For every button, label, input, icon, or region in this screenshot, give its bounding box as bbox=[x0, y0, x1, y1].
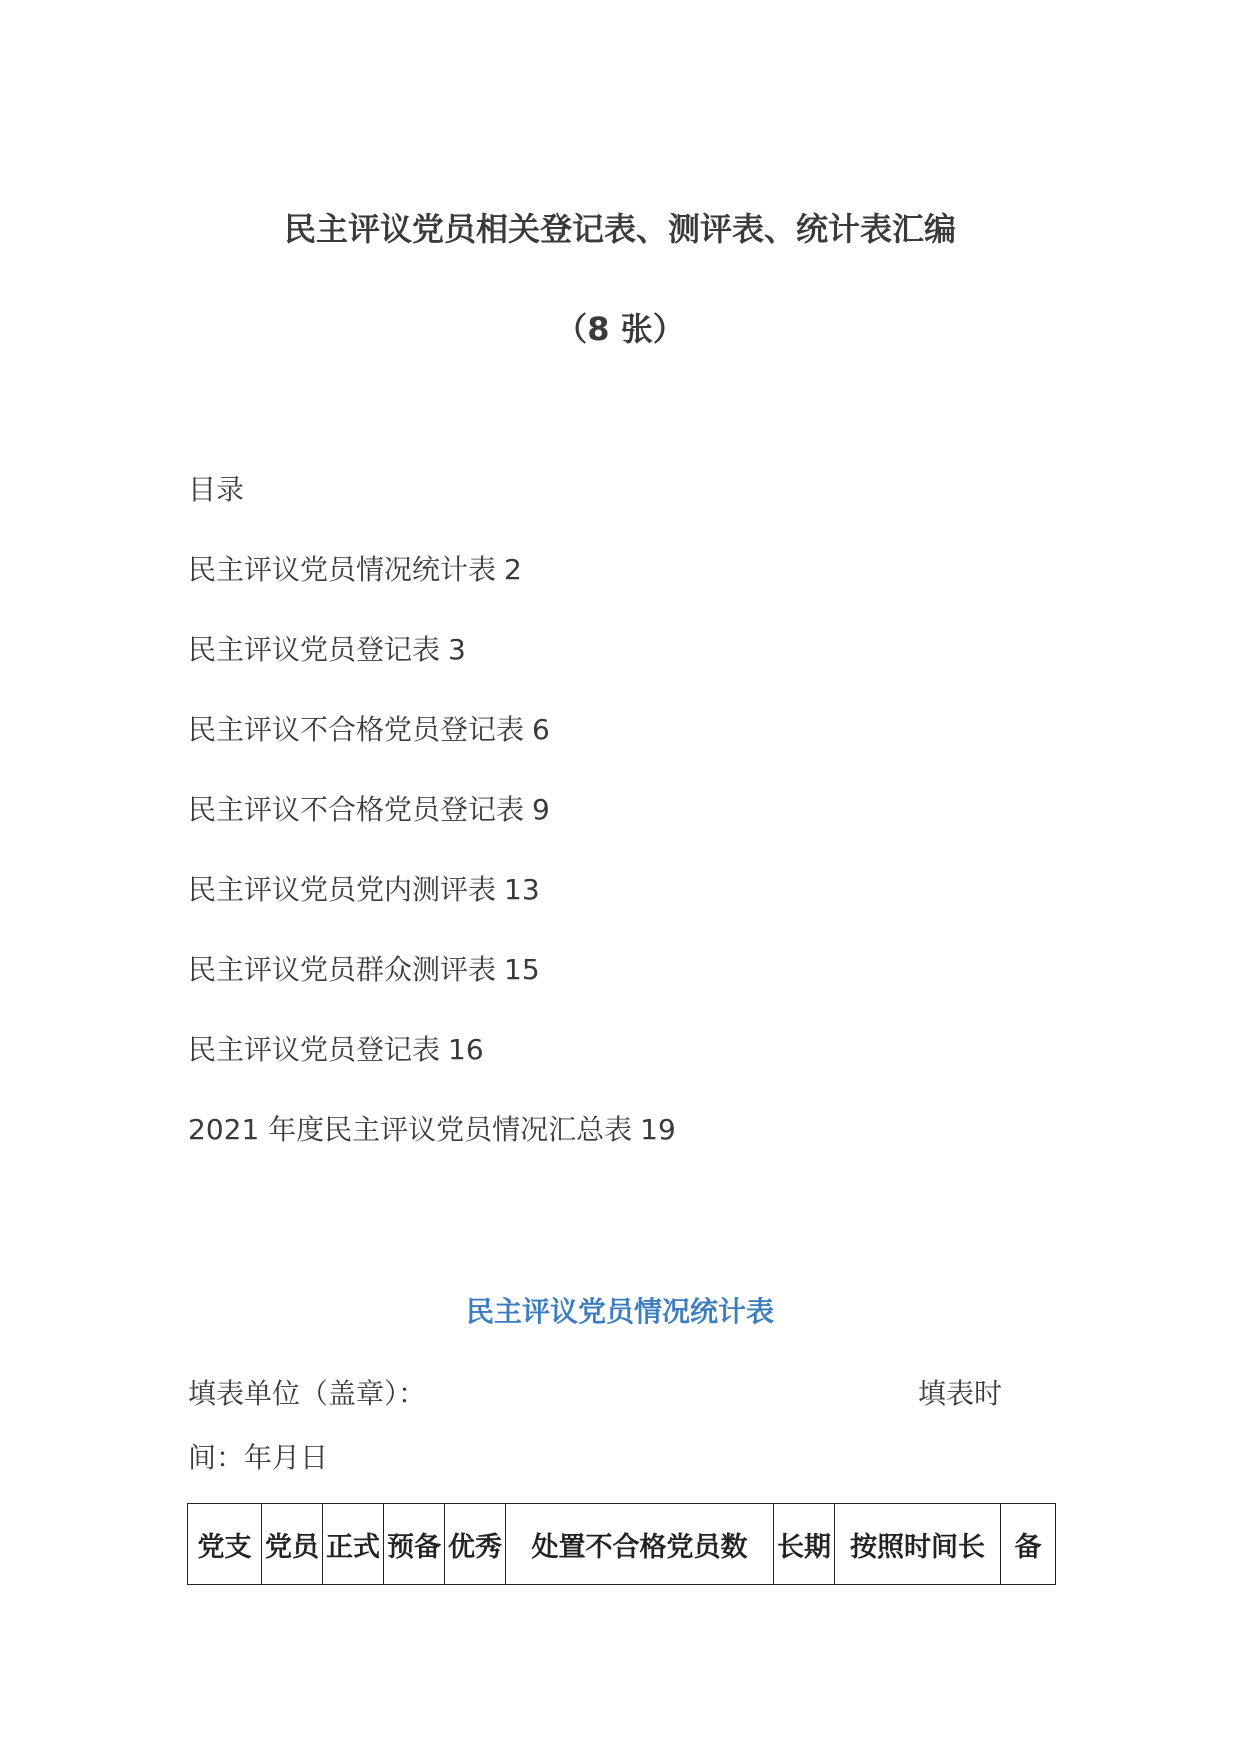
document-title: 民主评议党员相关登记表、测评表、统计表汇编 bbox=[283, 210, 956, 248]
toc-item[interactable] bbox=[188, 708, 550, 748]
toc-item-page: 15 bbox=[504, 953, 540, 986]
toc-item-page: 16 bbox=[448, 1033, 484, 1066]
table-header-cell: 党支 bbox=[188, 1504, 262, 1585]
toc-item-label: 民主评议党员登记表 bbox=[188, 633, 441, 666]
section-title: 民主评议党员情况统计表 bbox=[465, 1295, 774, 1328]
toc-item-label: 2021 年度民主评议党员情况汇总表 bbox=[188, 1113, 633, 1146]
document-subtitle: （8 张） bbox=[555, 310, 685, 348]
toc-item-label: 民主评议党员情况统计表 bbox=[188, 553, 497, 586]
table-header-cell: 按照时间长 bbox=[835, 1504, 1001, 1585]
toc-item-label: 民主评议党员党内测评表 bbox=[188, 873, 497, 906]
fill-time-label: 填表时 bbox=[918, 1377, 1003, 1410]
toc-item[interactable] bbox=[188, 868, 540, 908]
toc-heading: 目录 bbox=[188, 473, 245, 506]
table-header-cell: 预备 bbox=[384, 1504, 445, 1585]
table-header-cell: 正式 bbox=[323, 1504, 384, 1585]
toc-item-label: 民主评议不合格党员登记表 bbox=[188, 793, 525, 826]
fill-time-label-continued: 间：年月日 bbox=[188, 1441, 329, 1474]
stat-table bbox=[187, 1503, 1056, 1585]
toc-item[interactable] bbox=[188, 628, 466, 668]
toc-item-label: 民主评议党员群众测评表 bbox=[188, 953, 497, 986]
toc-item[interactable] bbox=[188, 1028, 484, 1068]
table-header-cell: 优秀 bbox=[445, 1504, 506, 1585]
toc-item-page: 6 bbox=[532, 713, 550, 746]
fill-unit-label: 填表单位（盖章）： bbox=[188, 1377, 427, 1410]
toc-item-label: 民主评议党员登记表 bbox=[188, 1033, 441, 1066]
toc-item[interactable] bbox=[188, 948, 540, 988]
toc-item[interactable] bbox=[188, 788, 550, 828]
toc-item-page: 3 bbox=[448, 633, 466, 666]
table-header-row bbox=[188, 1504, 1056, 1585]
table-header-cell: 处置不合格党员数 bbox=[506, 1504, 774, 1585]
table-header-cell: 备 bbox=[1001, 1504, 1056, 1585]
toc-item[interactable] bbox=[188, 1108, 676, 1148]
toc-item-page: 2 bbox=[504, 553, 522, 586]
table-header-cell: 长期 bbox=[774, 1504, 835, 1585]
table-header-cell: 党员 bbox=[262, 1504, 323, 1585]
toc-item-label: 民主评议不合格党员登记表 bbox=[188, 713, 525, 746]
toc-item-page: 9 bbox=[532, 793, 550, 826]
toc-item-page: 13 bbox=[504, 873, 540, 906]
toc-item[interactable] bbox=[188, 548, 522, 588]
toc-item-page: 19 bbox=[640, 1113, 676, 1146]
